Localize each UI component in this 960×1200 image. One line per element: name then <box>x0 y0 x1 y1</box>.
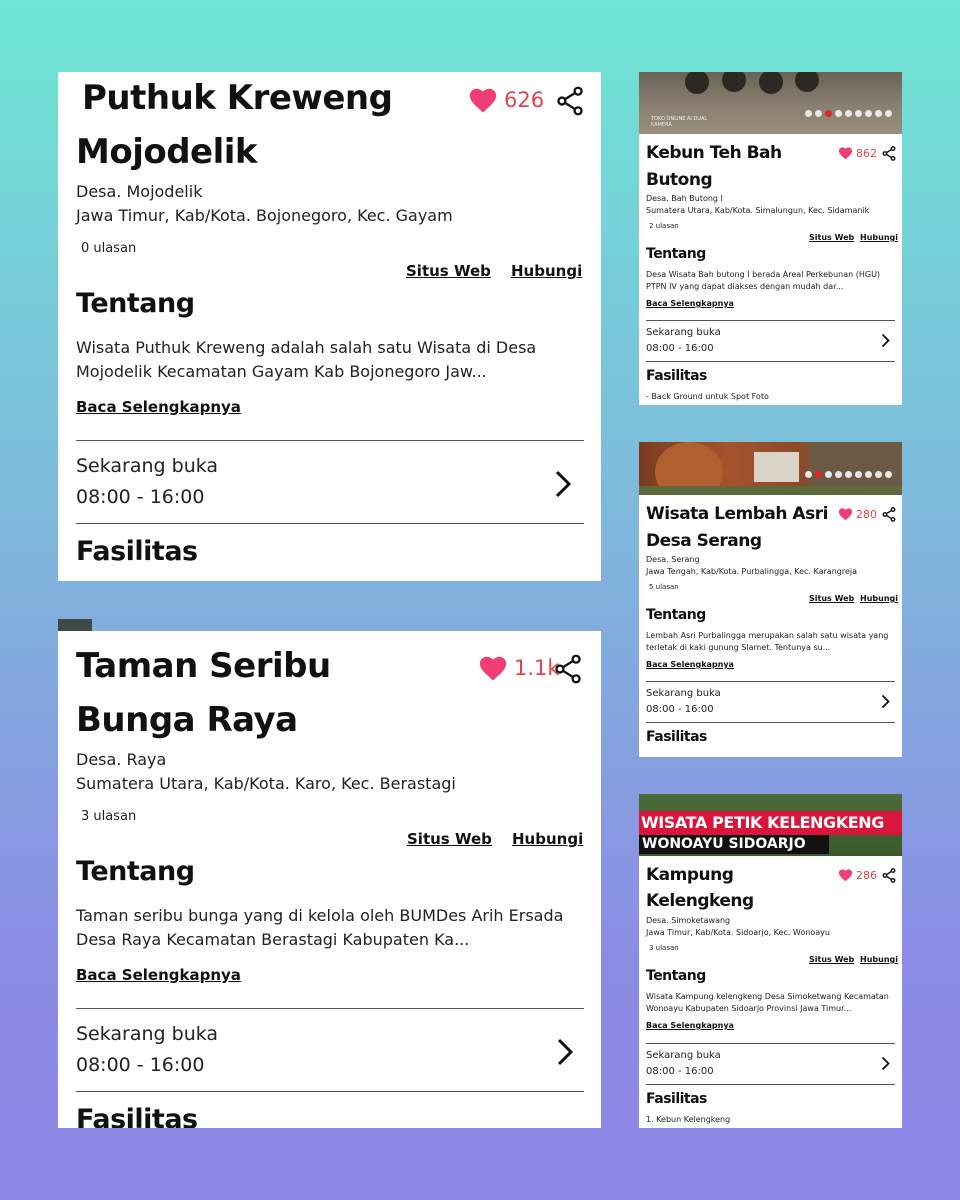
location-text: Sumatera Utara, Kab/Kota. Karo, Kec. Berastagi <box>76 774 456 793</box>
about-text-line2: PTPN IV yang dapat diakses dengan mudah dar... <box>646 282 844 291</box>
about-text-line2: Desa Raya Kecamatan Berastagi Kabupaten Ka... <box>76 930 470 949</box>
opening-hours: 08:00 - 16:00 <box>646 1066 714 1077</box>
opening-hours: 08:00 - 16:00 <box>646 343 714 354</box>
divider <box>646 722 895 723</box>
review-count[interactable]: 2 ulasan <box>649 222 679 230</box>
about-heading: Tentang <box>76 856 195 887</box>
about-text-line2: terletak di kaki gunung Slamet. Tentunya su... <box>646 643 831 652</box>
share-icon[interactable] <box>556 86 584 116</box>
carousel-dot[interactable] <box>865 471 872 478</box>
share-icon[interactable] <box>882 507 896 522</box>
place-card-puthuk-kreweng <box>58 72 601 581</box>
carousel-dot[interactable] <box>845 110 852 117</box>
like-count: 280 <box>856 507 877 521</box>
place-title-line2: Butong <box>646 170 713 190</box>
like-button[interactable] <box>838 507 877 521</box>
place-title-line2: Bunga Raya <box>76 700 298 740</box>
carousel-dot[interactable] <box>875 110 882 117</box>
facilities-heading: Fasilitas <box>646 1091 707 1107</box>
chevron-right-icon <box>881 1056 890 1071</box>
carousel-indicator[interactable] <box>805 471 892 478</box>
facilities-heading: Fasilitas <box>76 1104 198 1128</box>
opening-hours-row[interactable] <box>639 321 902 361</box>
divider <box>76 1091 584 1092</box>
place-title-line2: Kelengkeng <box>646 891 754 911</box>
divider <box>646 361 895 362</box>
heart-icon <box>838 146 853 160</box>
open-status: Sekarang buka <box>76 1023 219 1045</box>
heart-icon <box>838 507 853 521</box>
open-status: Sekarang buka <box>646 1050 721 1061</box>
carousel-dot[interactable] <box>885 110 892 117</box>
place-card-kampung-kelengkeng <box>639 794 902 1128</box>
banner-headline: WISATA PETIK KELENGKENG <box>641 813 885 832</box>
website-link[interactable]: Situs Web <box>407 830 492 848</box>
divider <box>646 1084 895 1085</box>
about-heading: Tentang <box>646 246 706 262</box>
share-icon[interactable] <box>554 654 582 684</box>
opening-hours: 08:00 - 16:00 <box>646 704 714 715</box>
facilities-heading: Fasilitas <box>76 536 198 567</box>
about-text-line2: Mojodelik Kecamatan Gayam Kab Bojonegoro Jaw... <box>76 362 487 381</box>
chevron-right-icon <box>881 333 890 348</box>
about-text-line1: Wisata Kampung kelengkeng Desa Simoketwang Kecamatan <box>646 992 889 1001</box>
divider <box>76 523 584 524</box>
opening-hours: 08:00 - 16:00 <box>76 486 205 508</box>
carousel-dot[interactable] <box>855 110 862 117</box>
like-count: 1.1k <box>514 656 560 680</box>
about-text-line1: Wisata Puthuk Kreweng adalah salah satu Wisata di Desa <box>76 338 537 357</box>
about-text-line1: Taman seribu bunga yang di kelola oleh BUMDes Arih Ersada <box>76 906 564 925</box>
like-button[interactable] <box>838 146 877 160</box>
heart-icon <box>838 868 853 882</box>
place-card-taman-seribu-bunga <box>58 631 601 1128</box>
read-more-link[interactable]: Baca Selengkapnya <box>646 660 734 669</box>
village-name: Desa. Serang <box>646 555 700 564</box>
place-title: Puthuk Kreweng <box>82 78 393 118</box>
about-text-line1: Lembah Asri Purbalingga merupakan salah satu wisata yang <box>646 631 889 640</box>
review-count[interactable]: 3 ulasan <box>81 809 137 824</box>
carousel-dot-active[interactable] <box>825 110 832 117</box>
carousel-dot[interactable] <box>835 110 842 117</box>
website-link[interactable]: Situs Web <box>809 955 855 964</box>
facilities-heading: Fasilitas <box>646 368 707 384</box>
facility-item: 1. Kebun Kelengkeng <box>646 1115 731 1124</box>
open-status: Sekarang buka <box>76 455 219 477</box>
place-photo[interactable] <box>639 442 902 495</box>
contact-link[interactable]: Hubungi <box>512 830 584 848</box>
contact-link[interactable]: Hubungi <box>860 955 898 964</box>
open-status: Sekarang buka <box>646 688 721 699</box>
about-heading: Tentang <box>76 288 195 319</box>
opening-hours-row[interactable] <box>639 682 902 722</box>
place-title: Kebun Teh Bah <box>646 143 782 163</box>
open-status: Sekarang buka <box>646 327 721 338</box>
about-heading: Tentang <box>646 607 706 623</box>
opening-hours-row[interactable] <box>58 441 601 523</box>
like-button[interactable] <box>838 868 877 882</box>
opening-hours: 08:00 - 16:00 <box>76 1054 205 1076</box>
location-text: Sumatera Utara, Kab/Kota. Simalungun, Kec. Sidamanik <box>646 206 870 215</box>
place-title-line2: Mojodelik <box>76 132 258 172</box>
place-title: Taman Seribu <box>76 646 331 686</box>
carousel-dot[interactable] <box>885 471 892 478</box>
carousel-dot[interactable] <box>815 110 822 117</box>
place-card-kebun-teh-bah-butong <box>639 72 902 405</box>
carousel-dot[interactable] <box>865 110 872 117</box>
read-more-link[interactable]: Baca Selengkapnya <box>76 966 241 984</box>
village-name: Desa. Mojodelik <box>76 182 203 201</box>
photo-watermark: TOKO ONLINE AI DUAL KAMERA <box>651 116 708 128</box>
heart-icon <box>468 86 498 114</box>
location-text: Jawa Tengah, Kab/Kota. Purbalingga, Kec. Karangreja <box>646 567 857 576</box>
about-text-line1: Desa Wisata Bah butong I berada Areal Perkebunan (HGU) <box>646 270 881 279</box>
contact-link[interactable]: Hubungi <box>511 262 583 280</box>
review-count[interactable]: 5 ulasan <box>649 583 679 591</box>
carousel-dot-active[interactable] <box>815 471 822 478</box>
like-button[interactable] <box>478 654 560 682</box>
image-thumbnail-fragment <box>58 619 92 631</box>
like-count: 626 <box>504 88 545 112</box>
carousel-dot[interactable] <box>875 471 882 478</box>
chevron-right-icon <box>881 694 890 709</box>
carousel-dot[interactable] <box>835 471 842 478</box>
facility-item: - Back Ground untuk Spot Foto <box>646 392 769 401</box>
village-name: Desa. Simoketawang <box>646 916 731 925</box>
website-link[interactable]: Situs Web <box>406 262 491 280</box>
like-button[interactable] <box>468 86 544 114</box>
vehicle-wheels-image <box>679 72 829 98</box>
place-title: Kampung <box>646 865 734 885</box>
share-icon[interactable] <box>882 146 896 161</box>
location-text: Jawa Timur, Kab/Kota. Sidoarjo, Kec. Wonoayu <box>646 928 830 937</box>
place-photo[interactable] <box>639 794 902 856</box>
place-title-line2: Desa Serang <box>646 531 762 551</box>
read-more-link[interactable]: Baca Selengkapnya <box>646 1021 734 1030</box>
village-name: Desa. Bah Butong I <box>646 194 723 203</box>
wooden-cabin-image <box>639 442 902 495</box>
review-count[interactable]: 0 ulasan <box>81 241 137 256</box>
carousel-dot[interactable] <box>845 471 852 478</box>
read-more-link[interactable]: Baca Selengkapnya <box>76 398 241 416</box>
carousel-indicator[interactable] <box>805 110 892 117</box>
facilities-heading: Fasilitas <box>646 729 707 745</box>
read-more-link[interactable]: Baca Selengkapnya <box>646 299 734 308</box>
contact-link[interactable]: Hubungi <box>860 233 898 242</box>
carousel-dot[interactable] <box>825 471 832 478</box>
like-count: 862 <box>856 146 877 160</box>
like-count: 286 <box>856 868 877 882</box>
opening-hours-row[interactable] <box>58 1009 601 1091</box>
contact-link[interactable]: Hubungi <box>860 594 898 603</box>
carousel-dot[interactable] <box>805 471 812 478</box>
place-card-wisata-lembah-asri <box>639 442 902 757</box>
share-icon[interactable] <box>882 868 896 883</box>
banner-subheadline: WONOAYU SIDOARJO <box>642 836 806 852</box>
carousel-dot[interactable] <box>805 110 812 117</box>
about-text-line2: Wonoayu Kabupaten Sidoarjo Provinsi Jawa Timur... <box>646 1004 852 1013</box>
review-count[interactable]: 3 ulasan <box>649 944 679 952</box>
village-name: Desa. Raya <box>76 750 167 769</box>
heart-icon <box>478 654 508 682</box>
location-text: Jawa Timur, Kab/Kota. Bojonegoro, Kec. Gayam <box>76 206 453 225</box>
website-link[interactable]: Situs Web <box>809 233 855 242</box>
website-link[interactable]: Situs Web <box>809 594 855 603</box>
carousel-dot[interactable] <box>855 471 862 478</box>
chevron-right-icon <box>554 469 572 499</box>
place-title: Wisata Lembah Asri <box>646 504 828 524</box>
place-photo[interactable] <box>639 72 902 134</box>
opening-hours-row[interactable] <box>639 1044 902 1084</box>
about-heading: Tentang <box>646 968 706 984</box>
chevron-right-icon <box>556 1037 574 1067</box>
